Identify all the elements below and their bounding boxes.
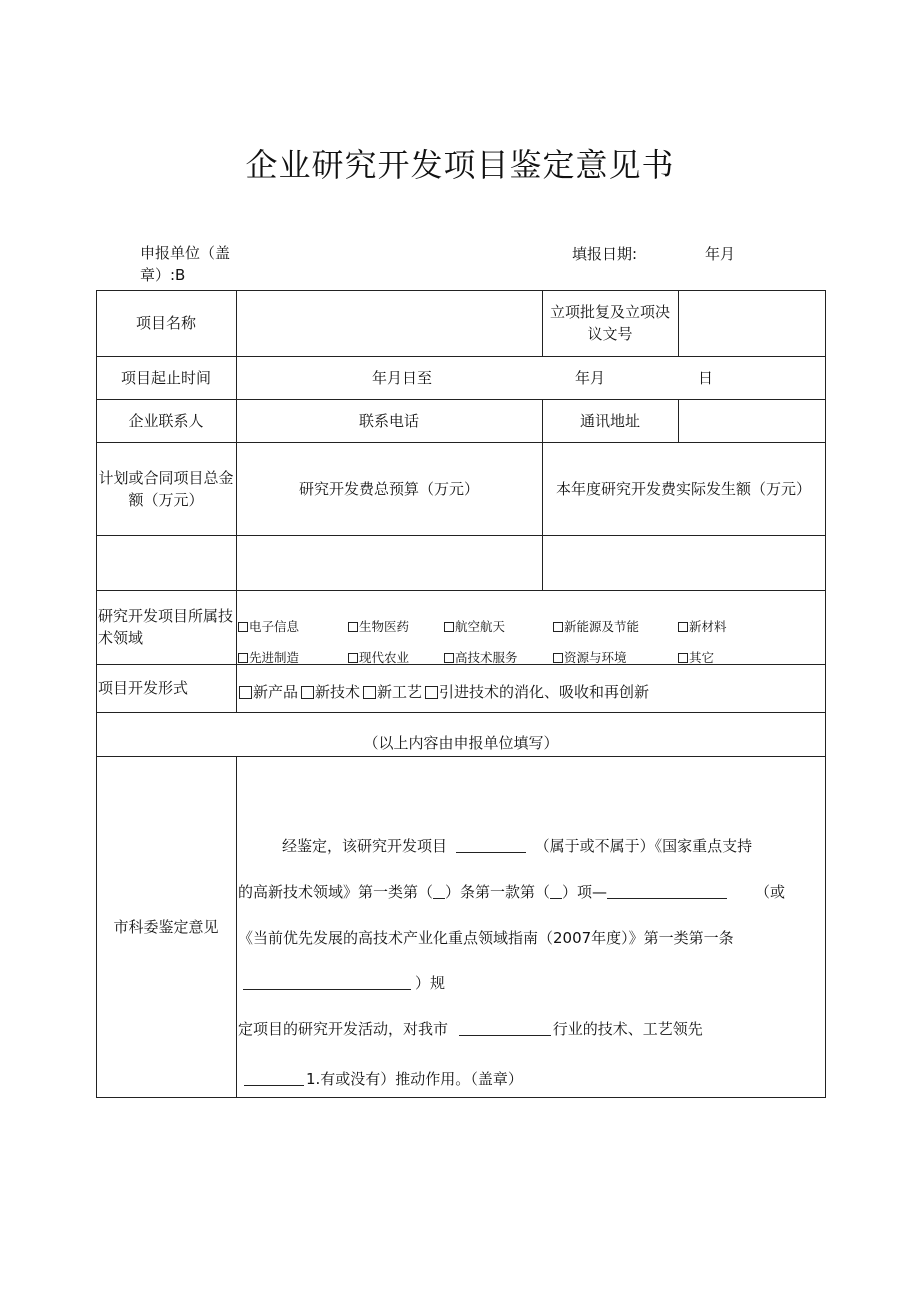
approval-doc-field[interactable] <box>678 290 825 356</box>
domain-option[interactable]: 航空航天 <box>444 617 505 635</box>
opinion-text: 定项目的研究开发活动，对我市 <box>238 1020 449 1038</box>
opinion-text: 《当前优先发展的高技术产业化重点领域指南（2007年度）》第一类第一条 <box>238 929 734 947</box>
fill-date-year-month: 年月 <box>705 245 736 263</box>
project-name-label: 项目名称 <box>135 314 196 332</box>
committee-opinion-label: 市科委鉴定意见 <box>113 917 219 936</box>
checkbox-icon <box>444 653 454 663</box>
project-period-label: 项目起止时间 <box>120 368 211 387</box>
form-option[interactable]: 新产品 <box>239 681 298 702</box>
checkbox-icon <box>348 653 358 663</box>
opinion-text: 的高新技术领域》第一类第（ <box>238 883 434 901</box>
opinion-text: 行业的技术、工艺领先 <box>552 1020 703 1038</box>
blank-field[interactable] <box>607 884 727 899</box>
applicant-unit-label: 申报单位（盖章）:B <box>140 244 231 284</box>
contact-person-label: 企业联系人 <box>128 411 204 430</box>
domain-option[interactable]: 新材料 <box>678 617 727 635</box>
blank-field[interactable] <box>243 975 411 990</box>
opinion-text: ）项— <box>562 883 608 901</box>
period-end-year-month: 年月 <box>575 369 606 387</box>
checkbox-icon <box>553 622 563 632</box>
blank-field[interactable] <box>244 1071 304 1086</box>
tech-domain-label: 研究开发项目所属技术领域 <box>98 607 234 647</box>
form-option[interactable]: 新技术 <box>301 681 360 702</box>
total-amount-field[interactable] <box>96 535 236 590</box>
domain-option[interactable]: 资源与环境 <box>553 648 627 666</box>
rd-budget-field[interactable] <box>236 535 542 590</box>
document-title: 企业研究开发项目鉴定意见书 <box>245 146 675 184</box>
opinion-text: 经鉴定，该研究开发项目 <box>282 837 448 855</box>
checkbox-icon <box>678 622 688 632</box>
domain-option[interactable]: 高技术服务 <box>444 648 518 666</box>
opinion-text: （或 <box>755 883 786 901</box>
checkbox-icon <box>678 653 688 663</box>
checkbox-icon <box>238 653 248 663</box>
checkbox-icon <box>238 622 248 632</box>
form-option[interactable]: 新工艺 <box>363 681 422 702</box>
opinion-text: （属于或不属于）《国家重点支持 <box>534 837 753 855</box>
domain-option[interactable]: 新能源及节能 <box>553 617 639 635</box>
domain-option[interactable]: 电子信息 <box>238 617 299 635</box>
contact-phone-label: 联系电话 <box>358 411 419 430</box>
checkbox-icon <box>348 622 358 632</box>
checkbox-icon <box>363 686 376 699</box>
applicant-fill-note: （以上内容由申报单位填写） <box>363 734 559 752</box>
opinion-text: ）规 <box>415 974 446 992</box>
rd-actual-field[interactable] <box>542 535 825 590</box>
rd-actual-label: 本年度研究开发费实际发生额（万元） <box>555 479 811 498</box>
form-option[interactable]: 引进技术的消化、吸收和再创新 <box>425 681 649 702</box>
dev-form-label: 项目开发形式 <box>98 679 189 697</box>
approval-doc-label: 立项批复及立项决议文号 <box>549 303 670 343</box>
blank-field[interactable] <box>550 884 562 899</box>
rd-budget-label: 研究开发费总预算（万元） <box>298 479 479 498</box>
period-end-day: 日 <box>698 369 714 387</box>
blank-field[interactable] <box>456 838 526 853</box>
project-name-field[interactable] <box>236 290 542 356</box>
total-amount-label: 计划或合同项目总金额（万元） <box>98 468 234 509</box>
period-start: 年月日至 <box>372 369 433 387</box>
checkbox-icon <box>444 622 454 632</box>
blank-field[interactable] <box>433 884 445 899</box>
checkbox-icon <box>301 686 314 699</box>
domain-option[interactable]: 先进制造 <box>238 648 299 666</box>
opinion-text: ）条第一款第（ <box>445 883 551 901</box>
domain-option[interactable]: 其它 <box>678 648 714 666</box>
address-field[interactable] <box>678 399 825 442</box>
checkbox-icon <box>553 653 563 663</box>
domain-option[interactable]: 生物医药 <box>348 617 409 635</box>
fill-date-label: 填报日期: <box>572 245 638 263</box>
opinion-text: 1.有或没有）推动作用。（盖章） <box>306 1070 523 1088</box>
blank-field[interactable] <box>459 1021 551 1036</box>
domain-option[interactable]: 现代农业 <box>348 648 409 666</box>
checkbox-icon <box>425 686 438 699</box>
address-label: 通讯地址 <box>579 411 640 430</box>
checkbox-icon <box>239 686 252 699</box>
